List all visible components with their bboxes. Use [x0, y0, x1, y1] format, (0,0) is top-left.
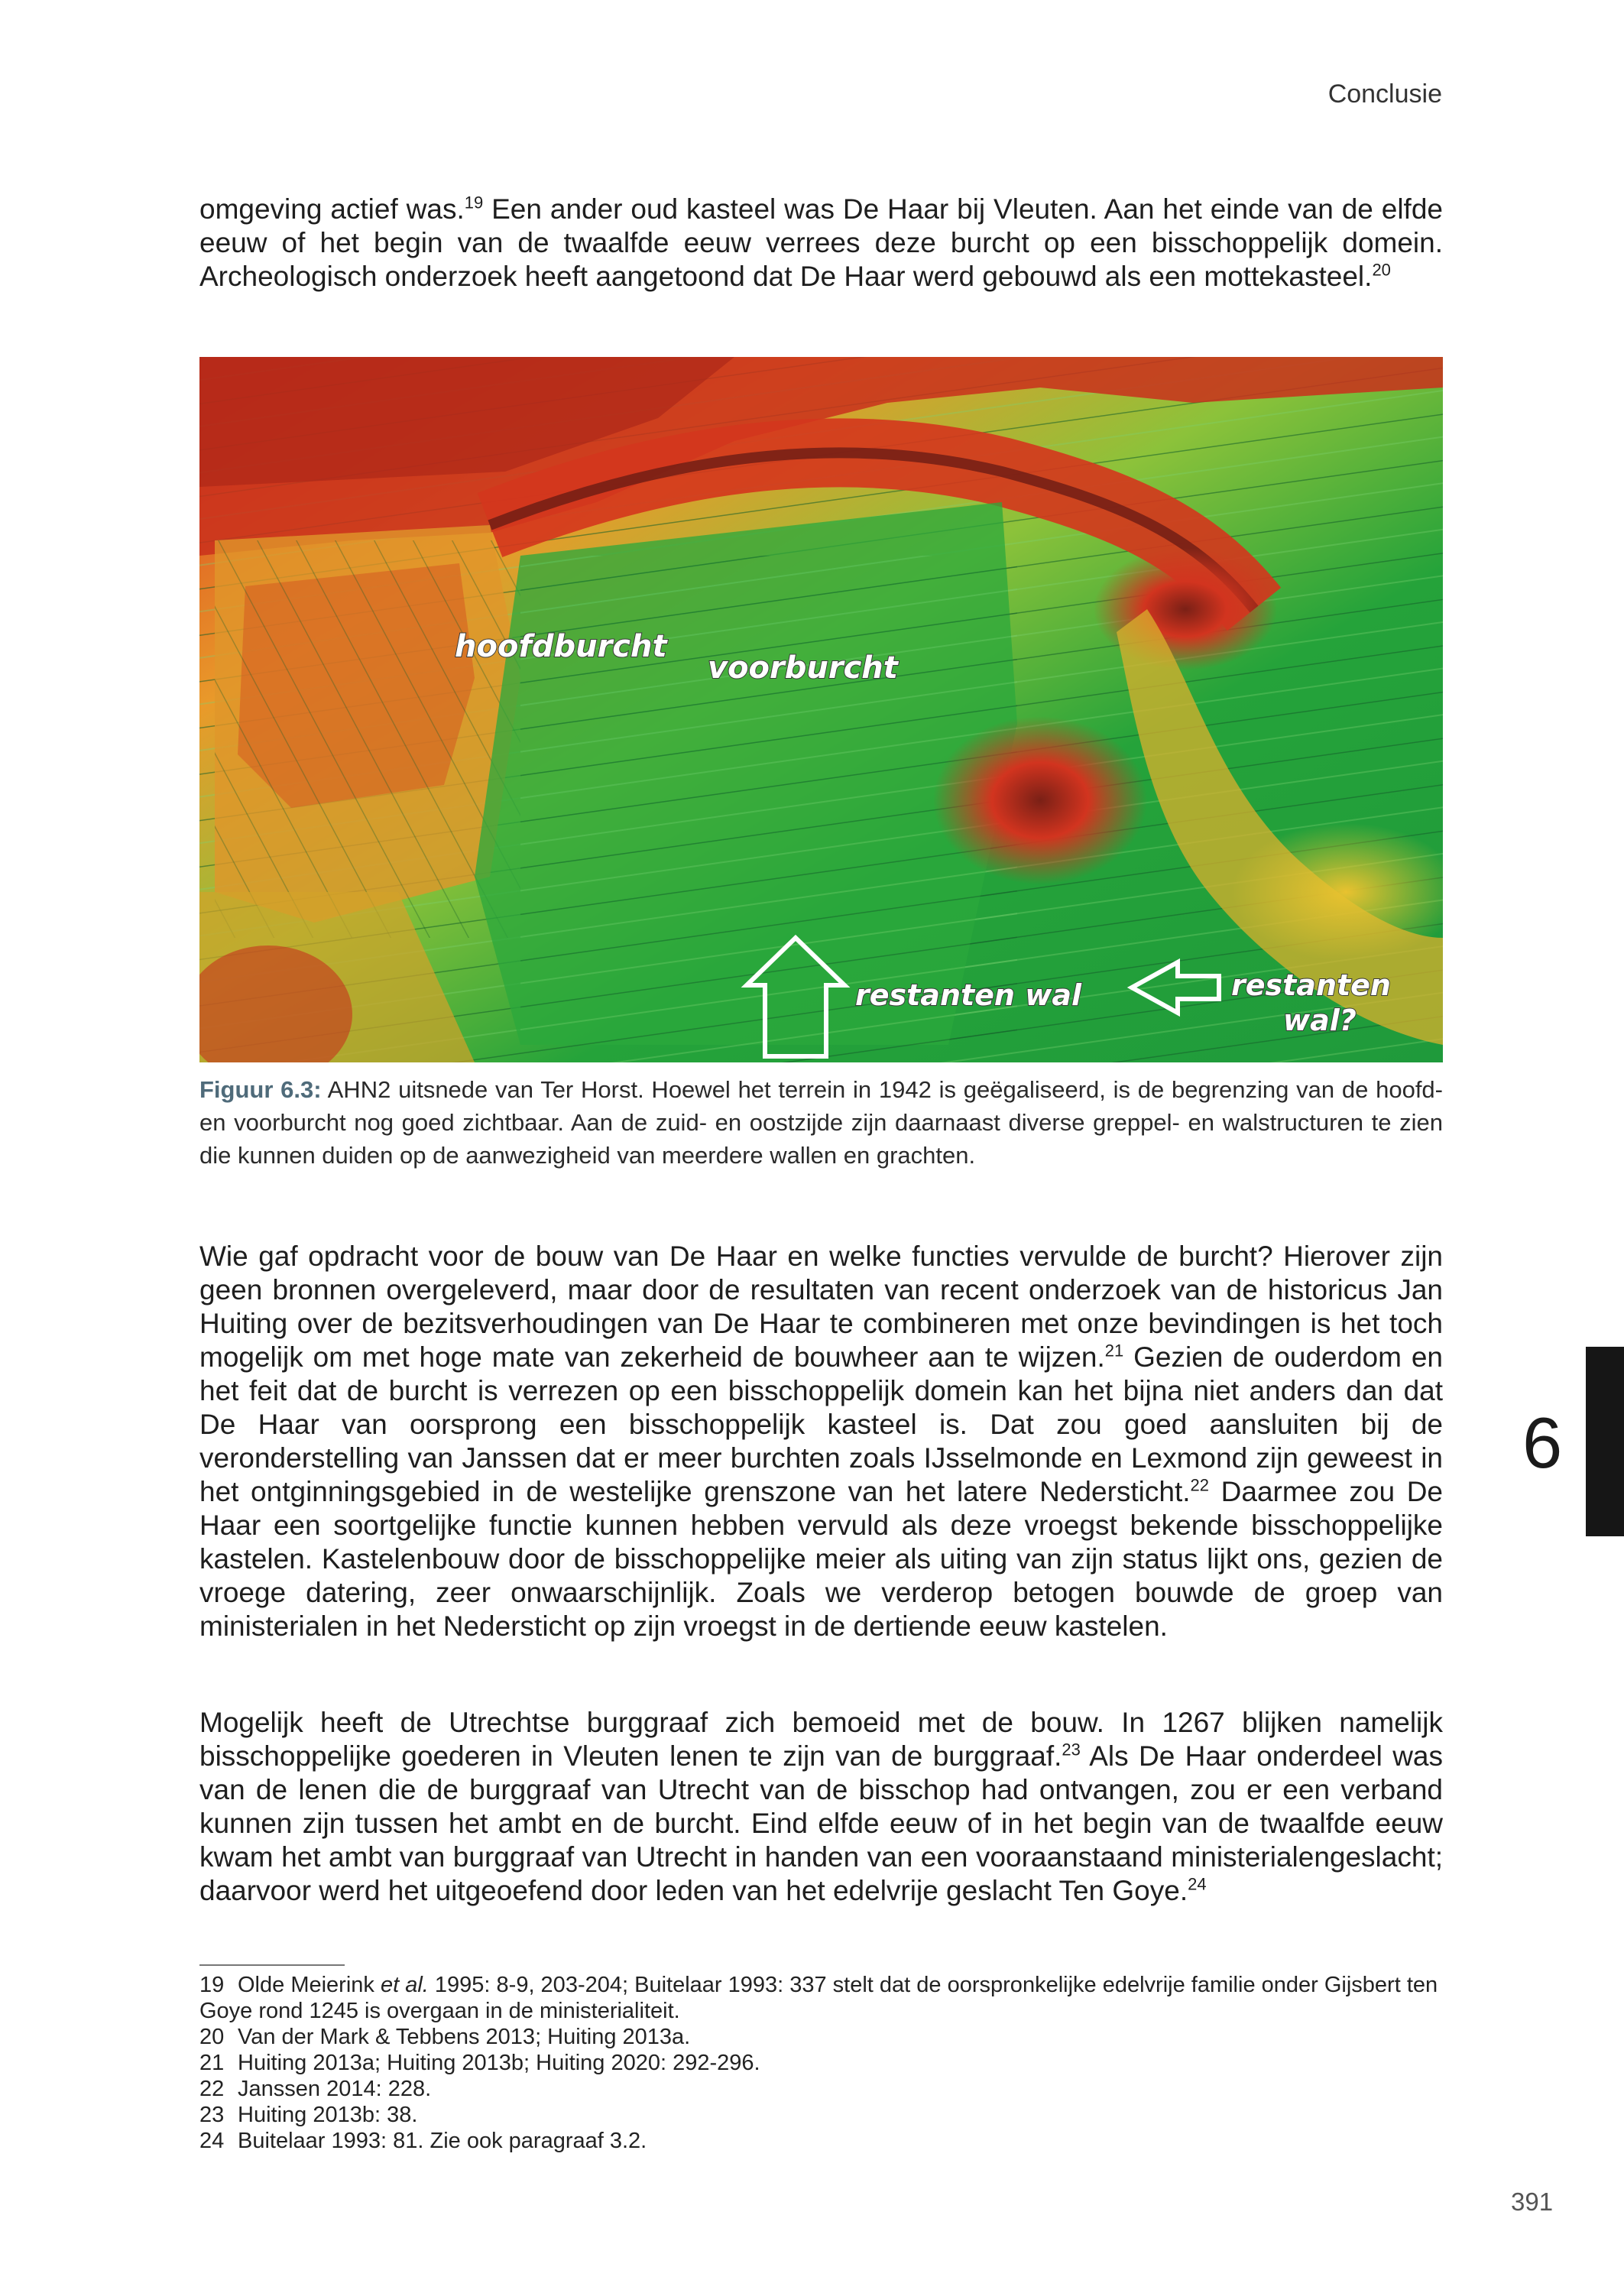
figure-caption-text: AHN2 uitsnede van Ter Horst. Hoewel het terrein in 1942 is geëgaliseerd, is de begrenzing van de hoofd- en voorburcht nog goed zichtbaar. Aan de zuid- en oostzijde zijn daarnaast diverse greppel- en walstructuren te zien die kunnen duiden op de aanwezigheid van meerdere wallen en grachten.: [199, 1076, 1444, 1169]
footnote-19: [199, 1972, 1443, 2024]
footnote-21: [199, 2050, 1443, 2076]
footnotes: [199, 1972, 1443, 2154]
footnote-text: Huiting 2013a; Huiting 2013b; Huiting 2020: 292-296.: [238, 2051, 760, 2075]
para1-text: Daarmee zou De Haar een soortgelijke functie kunnen hebben vervuld als deze vroegst bekende bisschoppelijke kastelen. Kastelenbouw door de bisschoppelijke meier als uiting van zijn status lijkt ons, gezien de vroege datering, zeer onwaarschijnlijk. Zoals we verderop betogen bouwde de groep van ministerialen in het Nedersticht op zijn vroegst in de dertiende eeuw kastelen.: [199, 1476, 1444, 1642]
page-number: 391: [1511, 2188, 1554, 2216]
footnote-number: 22: [199, 2077, 225, 2101]
elevation-map-svg: [199, 357, 1443, 1062]
motte-mound: [933, 716, 1147, 884]
footnote-ref-20[interactable]: 20: [1372, 260, 1391, 280]
footnote-ref-23[interactable]: 23: [1062, 1740, 1081, 1759]
footnote-ref-22[interactable]: 22: [1190, 1475, 1210, 1495]
footnote-number: 24: [199, 2129, 225, 2153]
footnote-text: Janssen 2014: 228.: [238, 2077, 432, 2101]
footnote-number: 19: [199, 1973, 225, 1997]
para2-text: Mogelijk heeft de Utrechtse burggraaf zich bemoeid met de bouw. In 1267 blijken namelijk bisschoppelijke goederen in Vleuten lenen te zijn van de burggraaf.: [199, 1707, 1443, 1772]
label-wal-question: wal?: [1283, 1004, 1357, 1037]
chapter-number: 6: [1522, 1403, 1563, 1483]
footnote-ref-19[interactable]: 19: [464, 193, 484, 212]
footnote-number: 23: [199, 2103, 225, 2127]
footnote-text: Olde Meierink: [238, 1973, 381, 1997]
figure-caption: [199, 1073, 1443, 1172]
ahn2-elevation-map: [199, 357, 1443, 1062]
label-restanten-wal: restanten wal: [855, 978, 1081, 1012]
para1-text: Wie gaf opdracht voor de bouw van De Haar en welke functies vervulde de burcht? Hierover zijn geen bronnen overgeleverd, maar door de resultaten van recent onderzoek van de historicus Jan Huiting over de bezitsverhoudingen van De Haar te combineren met onze bevindingen is het toch mogelijk om met hoge mate van zekerheid de bouwheer aan te wijzen.: [199, 1241, 1443, 1373]
footnote-number: 20: [199, 2025, 225, 2049]
footnote-text: Buitelaar 1993: 81. Zie ook paragraaf 3.2.: [238, 2129, 647, 2153]
chapter-tab: [1586, 1347, 1624, 1536]
label-voorburcht: voorburcht: [708, 650, 898, 686]
body-paragraph-1: [199, 1240, 1443, 1643]
para2-text: Als De Haar onderdeel was van de lenen die de burggraaf van Utrecht van de bisschop had ontvangen, zou er een verband kunnen zijn tussen het ambt en de burcht. Eind elfde eeuw of in het begin van de twaalfde eeuw kwam het ambt van burggraaf van Utrecht in handen van een vooraanstaand ministerialengeslacht; daarvoor werd het uitgeoefend door leden van het edelvrije geslacht Ten Goye.: [199, 1740, 1443, 1906]
footnote-text-italic: et al.: [380, 1973, 429, 1997]
intro-text: Een ander oud kasteel was De Haar bij Vleuten. Aan het einde van de elfde eeuw of het begin van de twaalfde eeuw verrees deze burcht op een bisschoppelijk domein. Archeologisch onderzoek heeft aangetoond dat De Haar werd gebouwd als een mottekasteel.: [199, 193, 1443, 292]
footnote-22: [199, 2076, 1443, 2102]
body-paragraph-2: [199, 1706, 1443, 1908]
para1-text: Gezien de ouderdom en het feit dat de burcht is verrezen op een bisschoppelijk domein kan het bijna niet anders dan dat De Haar van oorsprong een bisschoppelijk kasteel is. Dat zou goed aansluiten bij de veronderstelling van Janssen dat er meer burchten zoals IJsselmonde en Lexmond zijn geweest in het ontginningsgebied in de westelijke grenszone van het latere Nedersticht.: [199, 1341, 1443, 1507]
label-hoofdburcht: hoofdburcht: [455, 629, 667, 664]
label-restanten: restanten: [1231, 968, 1391, 1002]
footnote-ref-24[interactable]: 24: [1188, 1874, 1207, 1894]
hoofdburcht-texture: [215, 540, 520, 938]
footnote-divider: [199, 1964, 345, 1966]
footnote-text: Huiting 2013b: 38.: [238, 2103, 418, 2127]
footnote-23: [199, 2102, 1443, 2128]
figure-caption-label: Figuur 6.3:: [199, 1076, 322, 1103]
intro-text: omgeving actief was.: [199, 193, 465, 225]
footnote-ref-21[interactable]: 21: [1104, 1341, 1124, 1361]
footnote-20: [199, 2024, 1443, 2050]
footnote-text: 1995: 8-9, 203-204; Buitelaar 1993: 337 stelt dat de oorspronkelijke edelvrije familie onder Gijsbert ten Goye rond 1245 is overgaan in de ministerialiteit.: [199, 1973, 1438, 2023]
running-head: Conclusie: [1327, 79, 1442, 109]
footnote-24: [199, 2128, 1443, 2154]
footnote-text: Van der Mark & Tebbens 2013; Huiting 2013a.: [238, 2025, 691, 2049]
footnote-number: 21: [199, 2051, 225, 2075]
intro-paragraph: [199, 193, 1443, 294]
